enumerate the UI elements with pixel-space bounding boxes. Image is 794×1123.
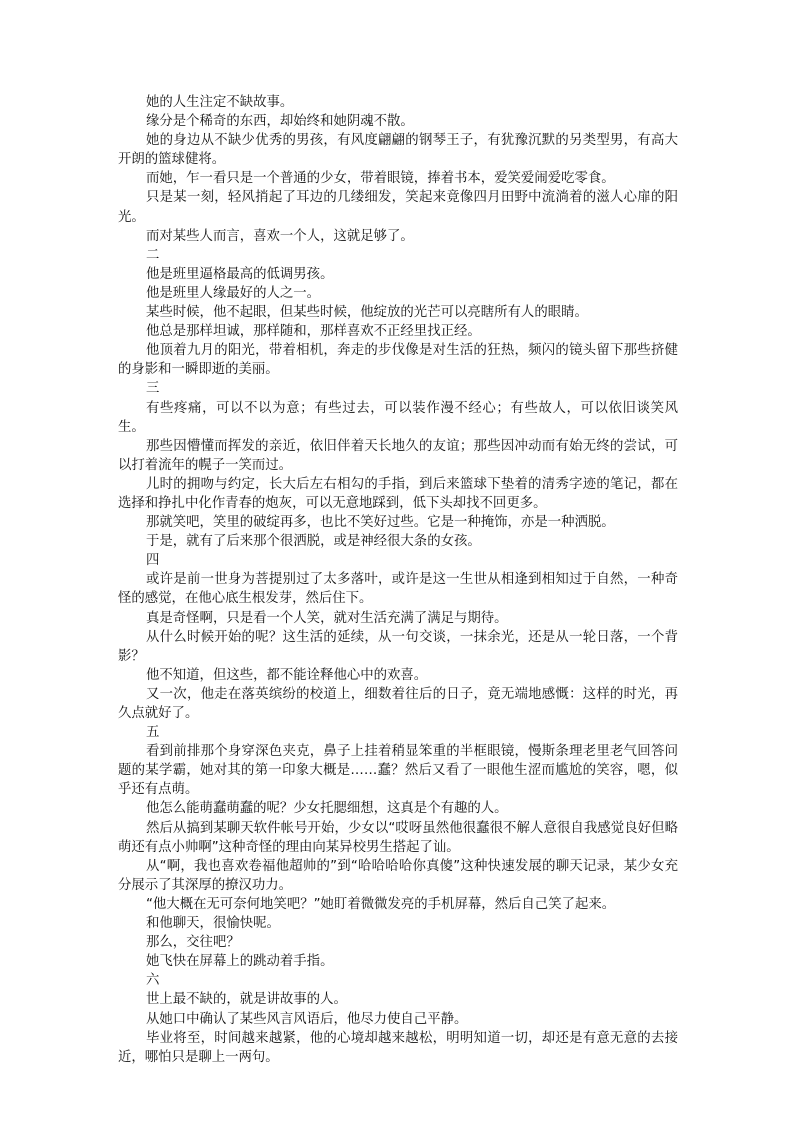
paragraph: 真是奇怪啊，只是看一个人笑，就对生活充满了满足与期待。 [146, 610, 508, 626]
paragraph: 只是某一刻，轻风捎起了耳边的几缕细发，笑起来竟像四月田野中流淌着的滋人心扉的阳光。 [118, 190, 678, 225]
section-number: 五 [146, 725, 160, 741]
paragraph: 从“啊，我也喜欢卷福他超帅的”到“哈哈哈哈你真傻”这种快速发展的聊天记录，某少女充分展示了其深厚的撩汉功力。 [118, 858, 678, 893]
document-page [118, 93, 678, 1067]
paragraph: 有些疼痛，可以不以为意；有些过去，可以装作漫不经心；有些故人，可以依旧谈笑风生。 [118, 400, 678, 435]
paragraph: 某些时候，他不起眼，但某些时候，他绽放的光芒可以亮瞎所有人的眼睛。 [146, 305, 588, 321]
paragraph: 她的身边从不缺少优秀的男孩，有风度翩翩的钢琴王子，有犹豫沉默的另类型男，有高大开朗的篮球健将。 [118, 133, 678, 168]
paragraph: 那就笑吧，笑里的破绽再多，也比不笑好过些。它是一种掩饰，亦是一种洒脱。 [146, 515, 615, 531]
paragraph: 或许是前一世身为菩提别过了太多落叶，或许是这一生世从相逢到相知过于自然，一种奇怪的感觉，在他心底生根发芽，然后住下。 [118, 572, 678, 607]
paragraph: 那么，交往吧？ [146, 935, 240, 951]
paragraph: 她的人生注定不缺故事。 [146, 95, 294, 110]
paragraph: 毕业将至，时间越来越紧，他的心境却越来越松，明明知道一切，却还是有意无意的去接近，哪怕只是聊上一两句。 [118, 1030, 678, 1065]
paragraph: 看到前排那个身穿深色夹克，鼻子上挂着稍显笨重的半框眼镜，慢斯条理老里老气回答问题的某学霸，她对其的第一印象大概是……蠢？然后又看了一眼他生涩而尴尬的笑容，嗯，似乎还有点萌。 [118, 744, 678, 798]
paragraph: 儿时的拥吻与约定，长大后左右相勾的手指，到后来篮球下垫着的清秀字迹的笔记，都在选择和挣扎中化作青春的炮灰，可以无意地踩到，低下头却找不回更多。 [118, 476, 678, 511]
paragraph: 他顶着九月的阳光，带着相机，奔走的步伐像是对生活的狂热，频闪的镜头留下那些挤健的身影和一瞬即逝的美丽。 [118, 343, 678, 378]
paragraph: 又一次，他走在落英缤纷的校道上，细数着往后的日子，竟无端地感慨：这样的时光，再久点就好了。 [118, 686, 678, 721]
paragraph: 然后从搞到某聊天软件帐号开始，少女以“哎呀虽然他很蠢很不解人意很自我感觉良好但略萌还有点小帅啊”这种奇怪的理由向某异校男生搭起了讪。 [118, 820, 678, 855]
paragraph: 从她口中确认了某些风言风语后，他尽力使自己平静。 [146, 1011, 468, 1027]
paragraph: 他总是那样坦诚，那样随和，那样喜欢不正经里找正经。 [146, 324, 481, 340]
paragraph: 他是班里人缘最好的人之一。 [146, 285, 321, 301]
paragraph: 缘分是个稀奇的东西，却始终和她阴魂不散。 [146, 114, 414, 130]
paragraph: 他不知道，但这些，都不能诠释他心中的欢喜。 [146, 667, 428, 683]
paragraph: “他大概在无可奈何地笑吧？”她盯着微微发亮的手机屏幕，然后自己笑了起来。 [146, 896, 616, 912]
section-number: 四 [146, 553, 160, 569]
section-number: 六 [146, 973, 160, 989]
paragraph: 他怎么能萌蠢萌蠢的呢？少女托腮细想，这真是个有趣的人。 [146, 801, 508, 817]
paragraph: 而她，乍一看只是一个普通的少女，带着眼镜，捧着书本，爱笑爱闹爱吃零食。 [146, 171, 615, 187]
paragraph: 那些因懵懂而挥发的亲近，依旧伴着天长地久的友谊；那些因冲动而有始无终的尝试，可以打着流年的幌子一笑而过。 [118, 438, 678, 473]
paragraph: 他是班里逼格最高的低调男孩。 [146, 266, 334, 282]
section-number: 二 [146, 247, 160, 263]
paragraph: 和他聊天，很愉快呢。 [146, 916, 280, 932]
paragraph: 世上最不缺的，就是讲故事的人。 [146, 992, 347, 1008]
paragraph: 她飞快在屏幕上的跳动着手指。 [146, 954, 334, 970]
paragraph: 于是，就有了后来那个很洒脱，或是神经很大条的女孩。 [146, 534, 481, 550]
paragraph: 而对某些人而言，喜欢一个人，这就足够了。 [146, 228, 414, 244]
paragraph: 从什么时候开始的呢？这生活的延续，从一句交谈，一抹余光，还是从一轮日落，一个背影？ [118, 629, 678, 664]
section-number: 三 [146, 381, 160, 397]
